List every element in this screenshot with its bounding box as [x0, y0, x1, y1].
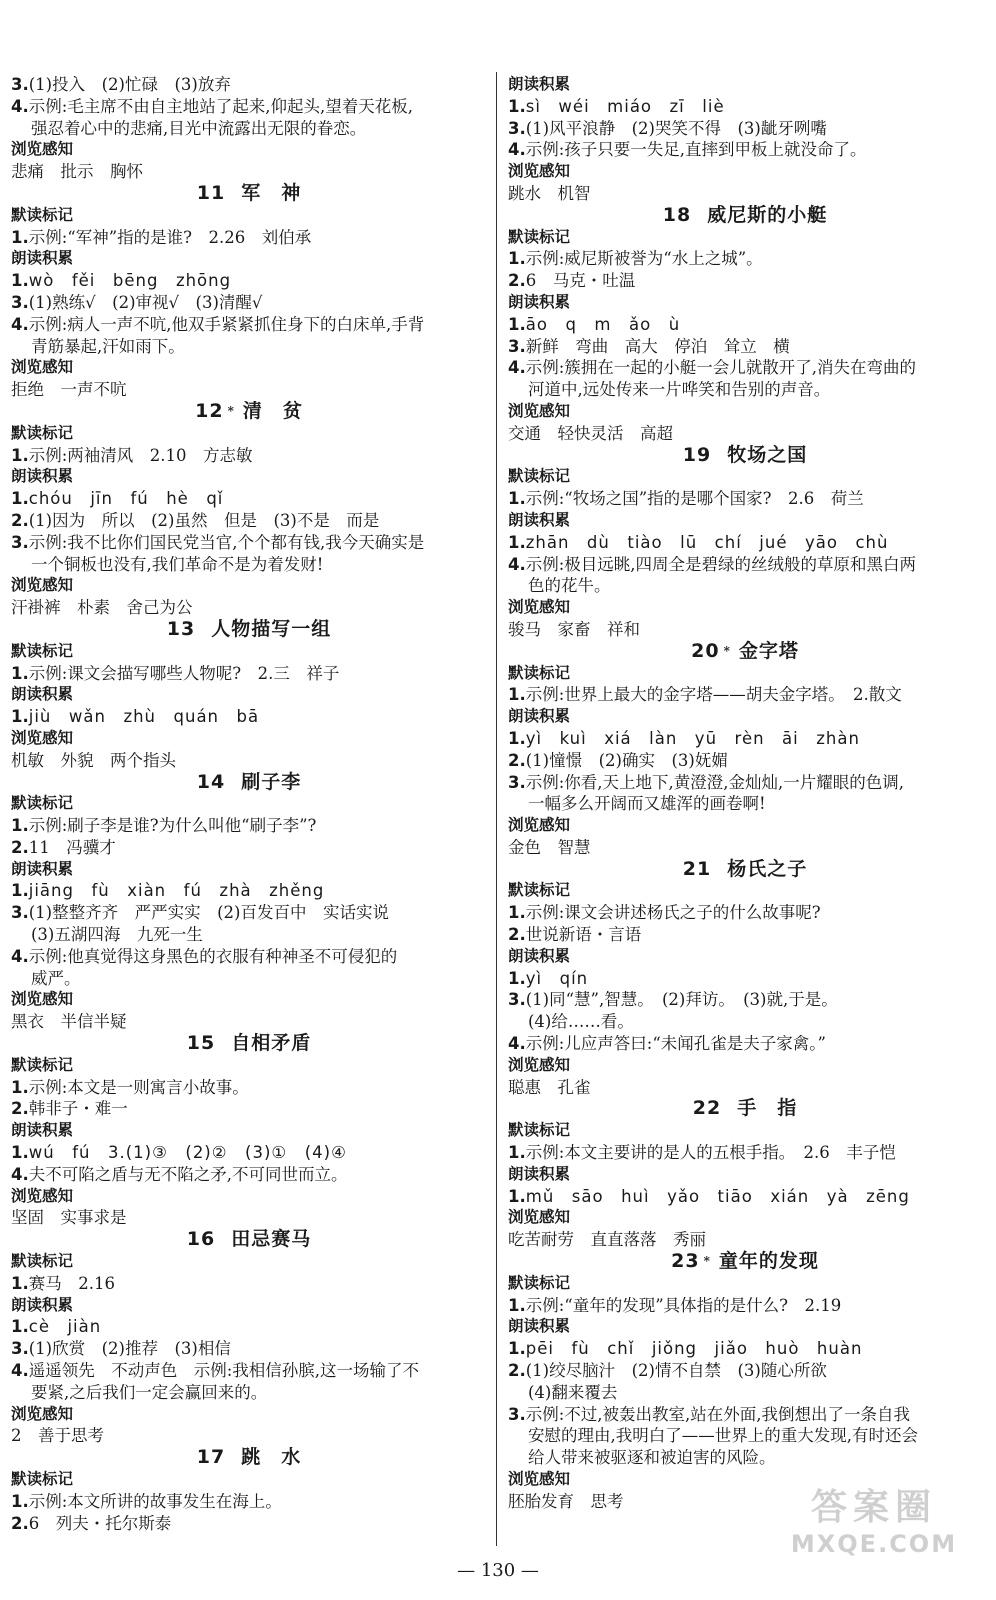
answer-item — [508, 118, 982, 140]
section-heading: 默读标记 — [11, 641, 74, 660]
watermark-text: 答案圈 — [810, 1487, 937, 1528]
item-number: 1. — [11, 271, 29, 291]
item-number: 3. — [508, 772, 526, 792]
item-number: 4. — [11, 96, 29, 116]
section-heading: 朗读积累 — [11, 685, 74, 704]
section-heading: 浏览感知 — [11, 140, 74, 159]
item-number: 1. — [11, 489, 29, 509]
item-number: 1. — [11, 663, 29, 683]
answer-item — [11, 1360, 487, 1382]
item-number: 1. — [508, 249, 526, 269]
item-number: 1. — [508, 96, 526, 116]
section-heading: 默读标记 — [508, 881, 571, 900]
item-text: sì wéi miáo zī liè — [525, 96, 725, 116]
item-text: jiù wǎn zhù quán bā — [28, 707, 260, 727]
column-divider — [496, 72, 497, 1546]
answer-item — [508, 684, 982, 706]
item-number: 2. — [11, 1099, 29, 1119]
answer-item — [11, 96, 487, 118]
item-text: (1)风平浪静 (2)哭笑不得 (3)龇牙咧嘴 — [525, 118, 827, 138]
section-heading: 默读标记 — [11, 1055, 74, 1074]
item-text: (1)熟练√ (2)审视√ (3)清醒√ — [28, 292, 263, 312]
item-text: 示例:“军神”指的是谁? 2.26 刘伯承 — [28, 227, 312, 247]
pinyin-answer — [11, 706, 487, 728]
section-heading: 朗读积累 — [11, 1121, 74, 1140]
lesson-title — [508, 641, 982, 663]
item-text: jiāng fù xiàn fú zhà zhěng — [28, 881, 325, 901]
section-heading: 朗读积累 — [508, 75, 571, 93]
item-text: 示例:本文所讲的故事发生在海上。 — [28, 1491, 282, 1511]
lesson-number: 16 — [186, 1228, 216, 1251]
lesson-title-text: 跳 水 — [241, 1446, 302, 1469]
item-number: 1. — [11, 881, 29, 901]
lesson-title-text: 童年的发现 — [718, 1250, 819, 1273]
section-heading: 朗读积累 — [11, 1295, 74, 1314]
lesson-title — [11, 619, 487, 641]
item-number: 1. — [508, 1186, 526, 1206]
item-text: 6 列夫・托尔斯泰 — [28, 1513, 172, 1533]
section-heading: 浏览感知 — [508, 1208, 571, 1227]
section-heading: 浏览感知 — [508, 598, 571, 617]
item-number: 3. — [11, 75, 29, 94]
answer-words: 坚固 实事求是 — [11, 1208, 127, 1228]
section-heading: 浏览感知 — [508, 401, 571, 420]
section-heading: 浏览感知 — [11, 576, 74, 595]
item-number: 4. — [508, 1034, 526, 1054]
answer-words: 机敏 外貌 两个指头 — [11, 750, 176, 770]
lesson-title — [508, 859, 982, 881]
item-number: 1. — [11, 1317, 29, 1337]
item-text: yì kuì xiá làn yū rèn āi zhàn — [525, 728, 860, 748]
item-number: 4. — [508, 140, 526, 160]
item-text: pēi fù chǐ jiǒng jiǎo huò huàn — [525, 1339, 863, 1359]
answer-item — [11, 532, 487, 554]
answer-item — [11, 74, 487, 96]
lesson-number: 19 — [682, 443, 712, 466]
lesson-title-text: 田忌赛马 — [231, 1228, 312, 1251]
lesson-number: 22 — [692, 1097, 722, 1120]
answer-item — [508, 139, 982, 161]
pinyin-answer — [508, 728, 982, 750]
item-number: 2. — [11, 837, 29, 857]
item-text: 示例:他真觉得这身黑色的衣服有种神圣不可侵犯的 — [28, 946, 398, 966]
item-text: 示例:毛主席不由自主地站了起来,仰起头,望着天花板, — [28, 96, 414, 116]
lesson-title-text: 自相矛盾 — [231, 1032, 312, 1055]
section-heading: 浏览感知 — [508, 1055, 571, 1074]
section-heading: 默读标记 — [11, 205, 74, 224]
item-text: (1)投入 (2)忙碌 (3)放弃 — [28, 75, 231, 94]
lesson-title — [11, 772, 487, 794]
section-heading: 朗读积累 — [508, 1317, 571, 1336]
watermark-url: MXQE.COM — [790, 1530, 958, 1558]
lesson-number: 11 — [196, 181, 226, 204]
item-number: 4. — [508, 554, 526, 574]
item-number: 2. — [11, 510, 29, 530]
answer-item — [11, 815, 487, 837]
item-text: chóu jīn fú hè qǐ — [28, 489, 224, 509]
section-heading: 默读标记 — [508, 1273, 571, 1292]
answer-item — [11, 1338, 487, 1360]
answer-words: 交通 轻快灵活 高超 — [508, 423, 673, 443]
answer-words: 骏马 家畜 祥和 — [508, 619, 640, 639]
answer-continuation: 河道中,远处传来一片哗笑和告别的声音。 — [528, 380, 831, 400]
item-number: 3. — [11, 1339, 29, 1359]
answer-continuation: (4)给……看。 — [528, 1012, 634, 1032]
answer-item — [508, 924, 982, 946]
pinyin-answer — [508, 1186, 982, 1208]
item-text: (1)憧憬 (2)确实 (3)妩媚 — [525, 750, 728, 770]
item-number: 1. — [508, 728, 526, 748]
section-heading: 朗读积累 — [508, 946, 571, 965]
answer-item — [11, 292, 487, 314]
item-number: 3. — [11, 292, 29, 312]
item-text: 6 马克・吐温 — [525, 271, 636, 291]
pinyin-answer — [11, 488, 487, 510]
item-text: 示例:本文是一则寓言小故事。 — [28, 1077, 249, 1097]
answer-item — [508, 1360, 982, 1382]
lesson-star-mark: * — [723, 643, 731, 658]
item-number: 1. — [11, 1143, 29, 1163]
lesson-number: 23 — [671, 1250, 700, 1273]
answer-words: 2 善于思考 — [11, 1426, 104, 1446]
lesson-title-text: 杨氏之子 — [727, 857, 808, 880]
item-text: 示例:“牧场之国”指的是哪个国家? 2.6 荷兰 — [525, 489, 864, 509]
item-text: 11 冯骥才 — [28, 837, 116, 857]
lesson-title-text: 威尼斯的小艇 — [707, 203, 828, 226]
answer-words: 黑衣 半信半疑 — [11, 1012, 127, 1032]
item-text: (1)整整齐齐 严严实实 (2)百发百中 实话实说 — [28, 903, 389, 923]
section-heading: 浏览感知 — [11, 1404, 74, 1423]
item-text: 示例:不过,被轰出教室,站在外面,我倒想出了一条自我 — [525, 1404, 911, 1424]
lesson-number: 15 — [186, 1032, 216, 1055]
item-text: wú fú 3.(1)③ (2)② (3)① (4)④ — [28, 1143, 347, 1163]
item-text: 示例:课文会讲述杨氏之子的什么故事呢? — [525, 903, 821, 923]
section-heading: 默读标记 — [508, 1121, 571, 1140]
answer-continuation: 青筋暴起,汗如雨下。 — [31, 336, 185, 356]
section-heading: 浏览感知 — [508, 1470, 571, 1488]
lesson-title-text: 牧场之国 — [727, 443, 808, 466]
section-heading: 默读标记 — [11, 423, 74, 442]
item-text: 示例:课文会描写哪些人物呢? 2.三 祥子 — [28, 663, 340, 683]
answer-words: 金色 智慧 — [508, 837, 591, 857]
item-text: 示例:“童年的发现”具体指的是什么? 2.19 — [525, 1295, 842, 1315]
item-number: 3. — [11, 903, 29, 923]
item-number: 1. — [508, 314, 526, 334]
pinyin-answer — [508, 1338, 982, 1360]
answer-item — [11, 1513, 487, 1535]
item-text: mǔ sāo huì yǎo tiāo xián yà zēng — [525, 1186, 910, 1206]
answer-item — [508, 1404, 982, 1426]
item-text: 示例:我不比你们国民党当官,个个都有钱,我今天确实是 — [28, 532, 425, 552]
item-number: 2. — [508, 925, 526, 945]
answer-item — [11, 1098, 487, 1120]
item-text: 示例:你看,天上地下,黄澄澄,金灿灿,一片耀眼的色调, — [525, 772, 905, 792]
item-text: 示例:病人一声不吭,他双手紧紧抓住身下的白床单,手背 — [28, 314, 425, 334]
lesson-title-text: 刷子李 — [241, 770, 302, 793]
answer-item — [508, 488, 982, 510]
answer-item — [11, 314, 487, 336]
section-heading: 浏览感知 — [11, 358, 74, 377]
watermark-logo — [774, 1486, 974, 1570]
lesson-title-text: 手 指 — [737, 1097, 798, 1120]
lesson-star-mark: * — [703, 1254, 711, 1269]
item-text: wò fěi bēng zhōng — [28, 271, 232, 291]
pinyin-answer — [508, 532, 982, 554]
lesson-number: 12 — [195, 399, 224, 422]
item-text: cè jiàn — [28, 1317, 102, 1337]
answer-item — [11, 1077, 487, 1099]
item-number: 4. — [11, 1361, 29, 1381]
section-heading: 默读标记 — [11, 1470, 74, 1488]
lesson-number: 14 — [196, 770, 226, 793]
item-text: 示例:威尼斯被誉为“水上之城”。 — [525, 249, 763, 269]
lesson-number: 17 — [196, 1446, 226, 1469]
pinyin-answer — [11, 270, 487, 292]
answer-item — [508, 750, 982, 772]
item-number: 3. — [508, 1404, 526, 1424]
lesson-number: 21 — [682, 857, 712, 880]
lesson-title — [508, 1251, 982, 1273]
answer-words: 聪惠 孔雀 — [508, 1077, 591, 1097]
pinyin-answer — [11, 880, 487, 902]
answer-continuation: (3)五湖四海 九死一生 — [31, 925, 203, 945]
answer-item — [508, 554, 982, 576]
section-heading: 朗读积累 — [508, 292, 571, 311]
answer-words: 吃苦耐劳 直直落落 秀丽 — [508, 1230, 706, 1250]
section-heading: 朗读积累 — [508, 510, 571, 529]
item-number: 1. — [508, 968, 526, 988]
answer-item — [11, 227, 487, 249]
lesson-title — [11, 1447, 487, 1469]
lesson-title-text: 清 贫 — [242, 399, 303, 422]
lesson-number: 20 — [691, 639, 720, 662]
item-number: 1. — [11, 227, 29, 247]
answer-words: 悲痛 批示 胸怀 — [11, 162, 143, 182]
answer-item — [11, 445, 487, 467]
section-heading: 浏览感知 — [11, 1186, 74, 1205]
item-number: 4. — [11, 946, 29, 966]
item-number: 1. — [11, 707, 29, 727]
item-text: (1)同“慧”,智慧。 (2)拜访。 (3)就,于是。 — [525, 990, 838, 1010]
section-heading: 默读标记 — [11, 794, 74, 813]
item-text: 示例:刷子李是谁?为什么叫他“刷子李”? — [28, 816, 317, 836]
item-number: 3. — [508, 336, 526, 356]
answer-item — [11, 510, 487, 532]
answer-continuation: 强忍着心中的悲痛,目光中流露出无限的眷恋。 — [31, 118, 367, 138]
pinyin-answer — [508, 96, 982, 118]
item-number: 1. — [11, 816, 29, 836]
item-number: 1. — [508, 685, 526, 705]
item-text: 示例:极目远眺,四周全是碧绿的丝绒般的草原和黑白两 — [525, 554, 917, 574]
item-number: 2. — [508, 750, 526, 770]
pinyin-answer — [508, 968, 982, 990]
item-text: 世说新语・言语 — [525, 925, 642, 945]
item-number: 3. — [508, 118, 526, 138]
item-text: 示例:世界上最大的金字塔——胡夫金字塔。 2.散文 — [525, 685, 902, 705]
answer-continuation: 色的花牛。 — [528, 576, 611, 596]
item-number: 1. — [508, 1339, 526, 1359]
section-heading: 朗读积累 — [11, 467, 74, 486]
item-text: 示例:本文主要讲的是人的五根手指。 2.6 丰子恺 — [525, 1143, 896, 1163]
answer-item — [508, 1033, 982, 1055]
item-number: 1. — [11, 1491, 29, 1511]
answer-continuation: 一幅多么开阔而又雄浑的画卷啊! — [528, 794, 766, 814]
pinyin-answer — [508, 314, 982, 336]
item-text: zhān dù tiào lū chí jué yāo chù — [525, 532, 889, 552]
answer-item — [508, 270, 982, 292]
answer-continuation: 威严。 — [31, 968, 81, 988]
item-number: 1. — [508, 903, 526, 923]
answer-item — [508, 1295, 982, 1317]
item-text: 示例:孩子只要一失足,直摔到甲板上就没命了。 — [525, 140, 867, 160]
right-column — [508, 74, 982, 1513]
section-heading: 朗读积累 — [508, 1164, 571, 1183]
item-number: 1. — [508, 489, 526, 509]
section-heading: 浏览感知 — [11, 728, 74, 747]
section-heading: 默读标记 — [508, 467, 571, 486]
section-heading: 默读标记 — [11, 1252, 74, 1271]
lesson-number: 13 — [166, 617, 196, 640]
left-column — [11, 74, 487, 1534]
answer-item — [11, 1491, 487, 1513]
section-heading: 朗读积累 — [11, 859, 74, 878]
answer-item — [508, 336, 982, 358]
answer-words: 汗褂裤 朴素 舍己为公 — [11, 598, 193, 618]
answer-continuation: 安慰的理由,我明白了——世界上的重大发现,有时还会 — [528, 1426, 918, 1446]
section-heading: 默读标记 — [508, 663, 571, 682]
answer-item — [11, 946, 487, 968]
section-heading: 浏览感知 — [508, 162, 571, 181]
item-number: 4. — [11, 314, 29, 334]
pinyin-answer — [11, 1316, 487, 1338]
lesson-title — [11, 183, 487, 205]
item-number: 2. — [508, 1361, 526, 1381]
pinyin-answer — [11, 1142, 487, 1164]
item-number: 1. — [11, 445, 29, 465]
item-text: 夫不可陷之盾与无不陷之矛,不可同世而立。 — [28, 1164, 348, 1184]
lesson-title-text: 军 神 — [241, 181, 302, 204]
answer-item — [508, 248, 982, 270]
item-text: 示例:两袖清风 2.10 方志敏 — [28, 445, 253, 465]
answer-continuation: 一个铜板也没有,我们革命不是为着发财! — [31, 554, 324, 574]
section-heading: 浏览感知 — [11, 990, 74, 1009]
item-text: 遥遥领先 不动声色 示例:我相信孙膑,这一场输了不 — [28, 1361, 420, 1381]
item-text: 示例:簇拥在一起的小艇一会儿就散开了,消失在弯曲的 — [525, 358, 917, 378]
section-heading: 朗读积累 — [11, 249, 74, 268]
answer-words: 胚胎发育 思考 — [508, 1491, 624, 1511]
answer-item — [508, 772, 982, 794]
item-number: 3. — [508, 990, 526, 1010]
answer-item — [508, 357, 982, 379]
section-heading: 朗读积累 — [508, 707, 571, 726]
lesson-star-mark: * — [227, 403, 235, 418]
answer-continuation: (4)翻来覆去 — [528, 1382, 618, 1402]
item-text: (1)因为 所以 (2)虽然 但是 (3)不是 而是 — [28, 510, 380, 530]
item-number: 1. — [11, 1077, 29, 1097]
lesson-title — [508, 1098, 982, 1120]
item-text: (1)绞尽脑汁 (2)情不自禁 (3)随心所欲 — [525, 1361, 827, 1381]
lesson-title — [11, 1229, 487, 1251]
answer-item — [508, 902, 982, 924]
answer-item — [508, 1142, 982, 1164]
section-heading: 默读标记 — [508, 227, 571, 246]
item-number: 1. — [508, 1295, 526, 1315]
answer-item — [11, 902, 487, 924]
item-number: 1. — [508, 532, 526, 552]
item-text: āo q m ǎo ù — [525, 314, 681, 334]
item-text: 韩非子・难一 — [28, 1099, 128, 1119]
lesson-title — [11, 1033, 487, 1055]
lesson-number: 18 — [662, 203, 692, 226]
answer-item — [11, 837, 487, 859]
answer-continuation: 要紧,之后我们一定会赢回来的。 — [31, 1382, 268, 1402]
item-number: 4. — [508, 358, 526, 378]
answer-words: 拒绝 一声不吭 — [11, 380, 127, 400]
answer-item — [508, 989, 982, 1011]
item-number: 2. — [11, 1513, 29, 1533]
lesson-title — [508, 445, 982, 467]
item-text: 示例:儿应声答曰:“未闻孔雀是夫子家禽。” — [525, 1034, 826, 1054]
lesson-title — [508, 205, 982, 227]
item-number: 3. — [11, 532, 29, 552]
item-text: yì qín — [525, 968, 589, 988]
answer-item — [11, 1164, 487, 1186]
section-heading: 浏览感知 — [508, 816, 571, 835]
answer-item — [11, 1273, 487, 1295]
item-number: 1. — [11, 1273, 29, 1293]
answer-item — [11, 663, 487, 685]
item-text: 新鲜 弯曲 高大 停泊 耸立 横 — [525, 336, 790, 356]
item-number: 2. — [508, 271, 526, 291]
answer-continuation: 给人带来被驱逐和被迫害的风险。 — [528, 1448, 776, 1468]
item-text: (1)欣赏 (2)推荐 (3)相信 — [28, 1339, 231, 1359]
page-number: — 130 — — [457, 1560, 539, 1581]
answer-words: 跳水 机智 — [508, 183, 591, 203]
lesson-title — [11, 401, 487, 423]
lesson-title-text: 金字塔 — [738, 639, 799, 662]
lesson-title-text: 人物描写一组 — [211, 617, 332, 640]
item-number: 4. — [11, 1164, 29, 1184]
item-text: 赛马 2.16 — [28, 1273, 115, 1293]
item-number: 1. — [508, 1143, 526, 1163]
